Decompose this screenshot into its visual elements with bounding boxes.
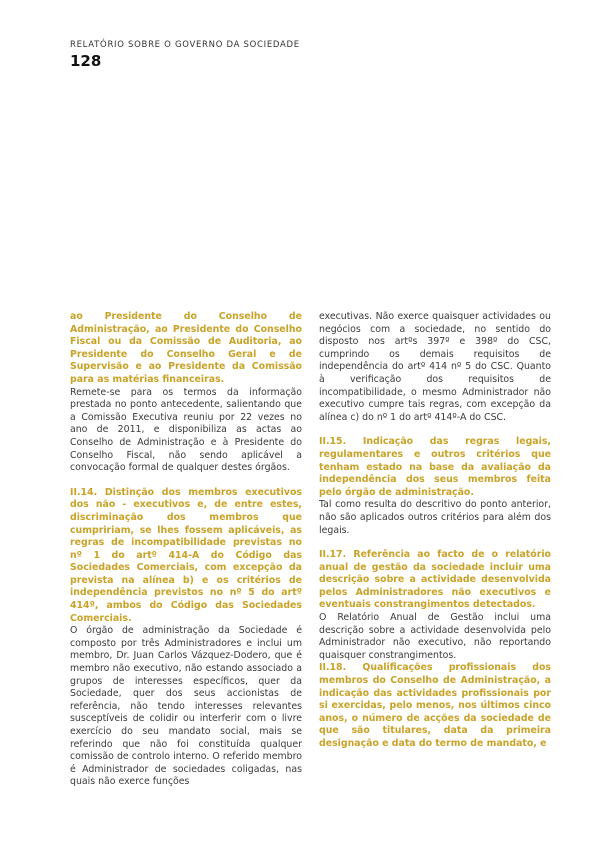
section-heading: II.14. Distinção dos membros executivos dos não - executivos e, de entre estes, discriminação dos membros que cumpririam, se lhes fossem aplicáveis, as regras de incompatibilidade previstas no nº 1 do artº 414-A do Código das Sociedades Comerciais, com excepção da prevista na alínea b) e os critérios de independência previstos no nº 5 do artº 414º, ambos do Código das Sociedades Comerciais.	[70, 486, 302, 624]
paragraph: O órgão de administração da Sociedade é composto por três Administradores e inclui um membro, Dr. Juan Carlos Vázquez-Dodero, que é membro não executivo, não estando associado a grupos de interesses específicos, quer da Sociedade, quer dos seus accionistas de referência, não tendo interesses relevantes susceptíveis de colidir ou interferir com o livre exercício do seu mandato social, mais se referindo que não foi constituída qualquer comissão de controlo interno. O referido membro é Administrador de sociedades coligadas, nas quais não exerce funções	[70, 625, 302, 788]
left-column	[70, 311, 302, 789]
paragraph: O Relatório Anual de Gestão inclui uma descrição sobre a actividade desenvolvida pelo Administrador não executivo, não reportando quaisquer constrangimentos.	[319, 612, 551, 661]
paragraph: Tal como resulta do descritivo do ponto anterior, não são aplicados outros critérios para além dos legais.	[319, 499, 551, 536]
paragraph: Remete-se para os termos da informação prestada no ponto antecedente, salientando que a Comissão Executiva reuniu por 22 vezes no ano de 2011, e disponibiliza as actas ao Conselho de Administração e à Presidente do Conselho Fiscal, não sendo aplicável a convocação formal de qualquer destes órgãos.	[70, 386, 302, 474]
right-column	[319, 311, 551, 751]
page-number: 128	[70, 52, 102, 70]
report-title: RELATÓRIO SOBRE O GOVERNO DA SOCIEDADE	[70, 40, 300, 50]
page-header	[70, 39, 300, 70]
section-heading: II.15. Indicação das regras legais, regulamentares e outros critérios que tenham estado na base da avaliação da independência dos seus membros feita pelo órgão de administração.	[319, 436, 551, 498]
section-heading: II.17. Referência ao facto de o relatório anual de gestão da sociedade incluir uma descrição sobre a actividade desenvolvida pelos Administradores não executivos e eventuais constrangimentos detectados.	[319, 549, 551, 611]
section-heading: II.18. Qualificações profissionais dos membros do Conselho de Administração, a indicação das actividades profissionais por si exercidas, pelo menos, nos últimos cinco anos, o número de acções da sociedade de que são titulares, data da primeira designação e data do termo de mandato, e	[319, 662, 551, 749]
section-heading: ao Presidente do Conselho de Administração, ao Presidente do Conselho Fiscal ou da Comissão de Auditoria, ao Presidente do Conselho Geral e de Supervisão e ao Presidente da Comissão para as matérias financeiras.	[70, 311, 302, 385]
paragraph: executivas. Não exerce quaisquer actividades ou negócios com a sociedade, no sentido do disposto nos artºs 397º e 398º do CSC, cumprindo os demais requisitos de independência do artº 414 nº 5 do CSC. Quanto à verificação dos requisitos de incompatibilidade, o mesmo Administrador não executivo cumpre tais regras, com excepção da alínea c) do nº 1 do artº 414º-A do CSC.	[319, 311, 551, 423]
